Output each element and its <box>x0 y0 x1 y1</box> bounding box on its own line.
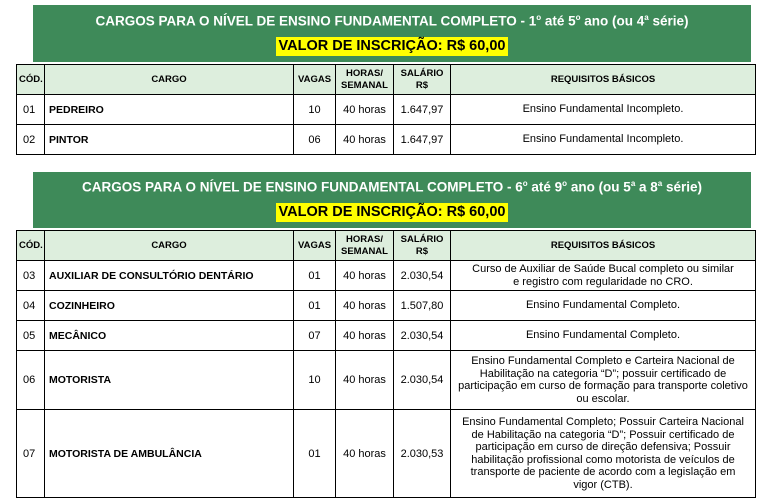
section1-table <box>16 64 756 155</box>
table-row: 03 AUXILIAR DE CONSULTÓRIO DENTÁRIO 01 40 horas 2.030,54 Curso de Auxiliar de Saúde Bucal completo ou similar e registro com regularidade no CRO. <box>17 261 756 291</box>
table-row: 04 COZINHEIRO 01 40 horas 1.507,80 Ensino Fundamental Completo. <box>17 291 756 321</box>
table-row: 01 PEDREIRO 10 40 horas 1.647,97 Ensino Fundamental Incompleto. <box>17 95 756 125</box>
section2-banner <box>33 172 751 228</box>
section1-header-row <box>17 65 756 95</box>
header-cargo: CARGO <box>45 231 294 261</box>
header-salario: SALÁRIO R$ <box>394 231 451 261</box>
table-row: 02 PINTOR 06 40 horas 1.647,97 Ensino Fundamental Incompleto. <box>17 125 756 155</box>
header-vagas: VAGAS <box>294 65 336 95</box>
header-horas: HORAS/ SEMANAL <box>336 231 394 261</box>
section2-header-row <box>17 231 756 261</box>
section2-table <box>16 230 756 498</box>
header-cod: CÓD. <box>17 65 45 95</box>
header-cod: CÓD. <box>17 231 45 261</box>
header-horas: HORAS/ SEMANAL <box>336 65 394 95</box>
section1-banner <box>33 5 751 62</box>
header-requisitos: REQUISITOS BÁSICOS <box>451 231 756 261</box>
table-row: 05 MECÂNICO 07 40 horas 2.030,54 Ensino Fundamental Completo. <box>17 321 756 351</box>
header-cargo: CARGO <box>45 65 294 95</box>
section2-fee: VALOR DE INSCRIÇÃO: R$ 60,00 <box>276 203 509 222</box>
table-row: 07 MOTORISTA DE AMBULÂNCIA 01 40 horas 2.030,53 Ensino Fundamental Completo; Possuir Carteira Nacional de Habilitação na categoria “D”; Possuir certificado de participação em curso de direção defensiva; Possuir habilitação profissional como motorista de veículos de transporte de paciente de acordo com a legislação em vigor (CTB). <box>17 410 756 498</box>
section2-title: CARGOS PARA O NÍVEL DE ENSINO FUNDAMENTAL COMPLETO - 6$^o$ até 9$^o$ ano (ou 5$^a$ a 8$^a$ série) <box>81 179 703 195</box>
header-salario: SALÁRIO R$ <box>394 65 451 95</box>
header-vagas: VAGAS <box>294 231 336 261</box>
table-row: 06 MOTORISTA 10 40 horas 2.030,54 Ensino Fundamental Completo e Carteira Nacional de Habilitação na categoria “D”; possuir certificado de participação em curso de formação para transporte coletivo ou escolar. <box>17 351 756 410</box>
section1-fee: VALOR DE INSCRIÇÃO: R$ 60,00 <box>276 37 509 56</box>
section1-title: CARGOS PARA O NÍVEL DE ENSINO FUNDAMENTAL COMPLETO - 1$^o$ até 5$^o$ ano (ou 4$^a$ série) <box>95 13 689 29</box>
header-requisitos: REQUISITOS BÁSICOS <box>451 65 756 95</box>
